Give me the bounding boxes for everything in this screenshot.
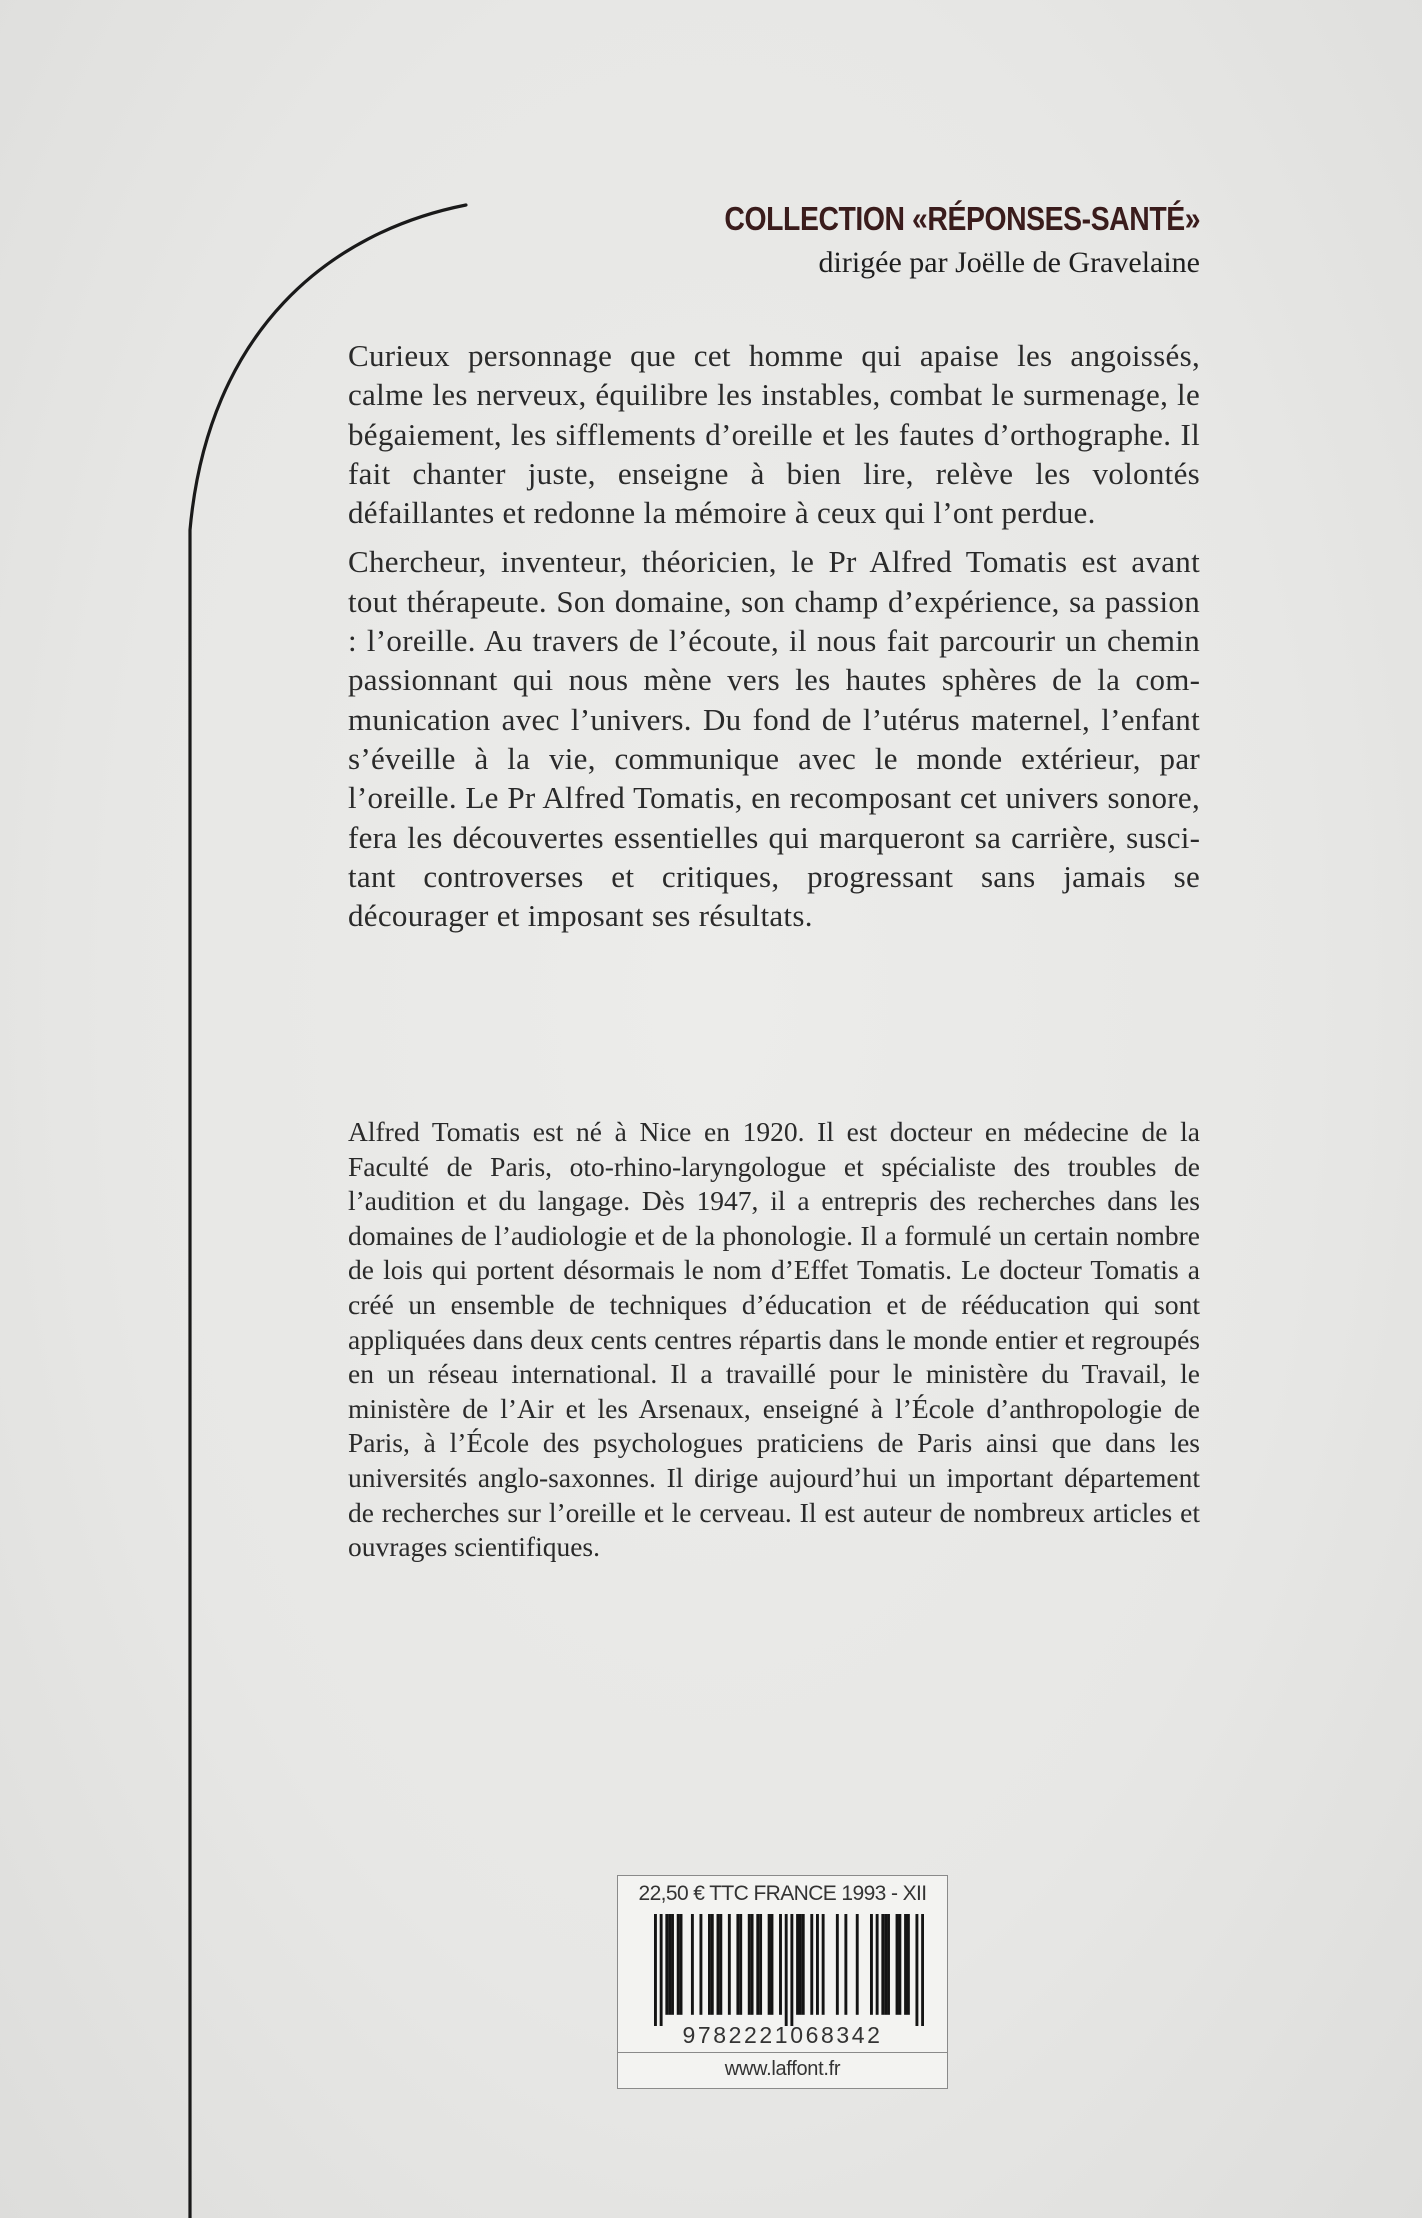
barcode-bar [751,1914,754,2015]
author-bio-text: Alfred Tomatis est né à Nice en 1920. Il est docteur en médecine de la Faculté de Paris, oto-rhino-laryngologue et spécialiste des troubles de l’audition et du langage. Dès 1947, il a entrepris des recherches dans les domaines de l’audiologie et de la phonologie. Il a formulé un certain nombre de lois qui portent désormais le nom d’Effet Tomatis. Le docteur Tomatis a créé un ensemble de techniques d’éducation et de rééducation qui sont appliquées dans deux cents centres répartis dans le monde entier et regroupés en un réseau international. Il a travaillé pour le ministère du Travail, le ministère de l’Air et les Arsenaux, enseigné à l’École d’anthropologie de Paris, à l’École des psychologues praticiens de Paris ainsi que dans les universités anglo-saxonnes. Il dirige aujourd’hui un important département de recherches sur l’oreille et le cerveau. Il est auteur de nombreux articles et ouvrages scientifiques. [348,1116,1200,1563]
barcode-bar [719,1914,722,2015]
barcode-bar [739,1914,742,2015]
barcode-bar [748,1914,751,2015]
blurb [348,336,1200,935]
barcode-bar [736,1914,739,2015]
barcode-bar [654,1914,657,2026]
barcode-bar [756,1914,759,2015]
barcode-bar [876,1914,879,2015]
barcode-bar [881,1914,884,2015]
barcode-bar [904,1914,907,2015]
barcode-bar [771,1914,774,2015]
barcode-bar [728,1914,731,2015]
barcode-bar [665,1914,668,2015]
barcode-bar [884,1914,887,2015]
barcode-bar [785,1914,788,2026]
collection-title: COLLECTION «RÉPONSES-SANTÉ» [724,200,1200,237]
barcode-bar [844,1914,847,2015]
barcode-bars [654,1914,924,2026]
barcode-bar [921,1914,924,2026]
barcode-bar [768,1914,771,2015]
barcode-bar [802,1914,805,2015]
publisher-url: www.laffont.fr [724,2058,841,2080]
barcode-bar [680,1914,683,2015]
barcode-bar [660,1914,663,2026]
barcode-bar [836,1914,839,2015]
barcode-bar [711,1914,714,2015]
barcode-bar [887,1914,890,2015]
barcode-bar [790,1914,793,2026]
barcode-bar [799,1914,802,2015]
barcode-bar [796,1914,799,2015]
barcode-box [617,1875,948,2089]
barcode-bar [810,1914,813,2015]
barcode-bar [779,1914,782,2015]
blurb-paragraph: Chercheur, inventeur, théoricien, le Pr Alfred Tomatis est avant tout thérapeute. Son domaine, son champ d’expérience, sa passion : l’oreille. Au travers de l’écoute, il nous fait parcourir un chemin passionnant qui nous mène vers les hautes sphères de la communication avec l’univers. Du fond de l’utérus maternel, l’enfant s’éveille à la vie, communique avec le monde extérieur, par l’oreille. Le Pr Alfred Tomatis, en recomposant cet univers sonore, fera les découvertes essentielles qui marqueront sa carrière, suscitant controverses et critiques, progressant sans jamais se décourager et imposant ses résultats. [348,544,1200,934]
barcode-divider [618,2052,947,2053]
barcode-bar [708,1914,711,2015]
barcode-bar [668,1914,671,2015]
barcode-bar [870,1914,873,2015]
collection-director: dirigée par Joëlle de Gravelaine [818,246,1200,279]
barcode-bar [856,1914,859,2015]
blurb-paragraph: Curieux personnage que cet homme qui apaise les angoissés, calme les nerveux, équilibre les instables, combat le surmenage, le bégaiement, les sifflements d’oreille et les fautes d’orthographe. Il fait chanter juste, enseigne à bien lire, relève les volontés défaillantes et redonne la mémoire à ceux qui l’ont perdue. [348,338,1200,531]
isbn-number: 9782221068342 [682,2022,883,2048]
barcode-bar [717,1914,720,2015]
barcode-bar [691,1914,694,2015]
barcode-bar [699,1914,702,2015]
barcode-bar [898,1914,901,2015]
barcode-bar [816,1914,819,2015]
barcode-bar [677,1914,680,2015]
barcode-bar [915,1914,918,2026]
barcode-bar [822,1914,825,2015]
price-label: 22,50 € TTC FRANCE 1993 - XII [638,1882,927,1905]
author-bio [348,1115,1200,1565]
barcode-bar [671,1914,674,2015]
barcode-bar [907,1914,910,2015]
barcode-bar [759,1914,762,2015]
barcode-bar [896,1914,899,2015]
